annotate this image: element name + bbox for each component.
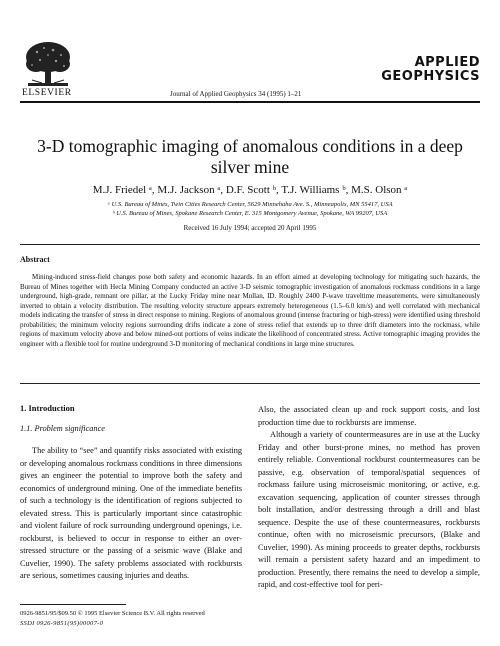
title-rule bbox=[20, 244, 480, 245]
author-list: M.J. Friedel ᵃ, M.J. Jackson ᵃ, D.F. Scott ᵇ, T.J. Williams ᵇ, M.S. Olson ᵃ bbox=[92, 184, 408, 196]
copyright-line: 0926-9851/95/$09.50 © 1995 Elsevier Science B.V. All rights reserved bbox=[20, 610, 205, 617]
abstract-rule bbox=[20, 383, 480, 384]
elsevier-tree-logo bbox=[22, 40, 74, 90]
footer-rule bbox=[20, 604, 126, 605]
header-rule bbox=[20, 101, 480, 103]
journal-title-line-2: GEOPHYSICS bbox=[381, 69, 480, 84]
journal-title bbox=[381, 56, 480, 84]
body-paragraph: The ability to “see” and quantify risks associated with existing or developing anomalous rockmass conditions in three dimensions gives an engineer the potential to improve both the safety and economics of underground mining. One of the immediate benefits of such a technology is the identification of regions subjected to elevated stress. This is particularly important since catastrophic and violent failure of rock surrounding underground openings, i.e. rockburst, is believed to occur in response to either an over-stressed structure or the passing of a seismic wave (Blake and Cuvelier, 1990). The safety problems associated with rockbursts are serious, sometimes causing injuries and deaths. bbox=[20, 446, 242, 580]
subsection-heading: 1.1. Problem significance bbox=[20, 423, 105, 433]
left-column bbox=[20, 402, 242, 583]
body-paragraph: Although a variety of countermeasures are in use at the Lucky Friday and other burst-prone mines, no method has proven entirely reliable. Conventional rockburst countermeasures can be passive, e.g. observation of temporal/spatial sequences of rockmass failure using microseismic monitoring, or active, e.g. excavation sequencing, application of counter stresses through bolt installation, and/or destressing through a drill and blast sequence. Despite the use of these countermeasures, rockbursts continue, often with no microseismic precursors, (Blake and Cuvelier, 1990). As mining proceeds to greater depths, rockbursts will remain a persistent safety hazard and an impediment to production. Presently, there remains the need to develop a simple, rapid, and cost-effective tool for peri- bbox=[258, 430, 480, 589]
received-dates: Received 16 July 1994; accepted 20 April 1995 bbox=[183, 224, 317, 232]
journal-title-line-1: APPLIED bbox=[414, 55, 480, 70]
abstract-text: Mining-induced stress-field changes pose both safety and economic hazards. In an effort aimed at developing technology for mitigating such hazards, the Bureau of Mines together with Hecla Mining Company conducted an active 3-D seismic tomographic investigation of anomalous rockmass conditions in a large underground, high-grade, remnant ore pillar, at the Lucky Friday mine near Mullan, ID. Roughly 2400 P-wave traveltime measurements, were simultaneously inverted to obtain a velocity distribution. The resulting velocity structure appears extremely heterogeneous (1.5–6.0 km/s) and well correlated with mechanical models indicating the transfer of stress in direct response to mining. Regions of anomalous ground (intense fracturing or high-stress) were identified using threshold probabilities; the minimum velocity regions surrounding drifts indicate a zone of stress relief that extends up to three drift diameters into the rockmass, while regions of maximum velocity above and below mined-out portions of veins indicate the likelihood of concentrated stress. Active tomographic imaging provides the engineer with a flexible tool for routine underground 3-D monitoring of mechanical conditions in large mine structures. bbox=[20, 273, 480, 348]
affiliation-b: ᵇ U.S. Bureau of Mines, Spokane Research Center, E. 315 Montgomery Avenue, Spokane, WA 99207, USA bbox=[112, 210, 388, 217]
article-title: 3-D tomographic imaging of anomalous conditions in a deep silver mine bbox=[37, 136, 463, 177]
body-paragraph: Also, the associated clean up and rock support costs, and lost production time due to rockbursts are immense. bbox=[258, 405, 480, 427]
right-column bbox=[258, 404, 480, 592]
abstract-heading: Abstract bbox=[20, 255, 50, 264]
publisher-name: ELSEVIER bbox=[22, 88, 72, 98]
journal-citation: Journal of Applied Geophysics 34 (1995) 1–21 bbox=[170, 90, 302, 98]
section-heading: 1. Introduction bbox=[20, 403, 75, 413]
affiliation-a: ᵃ U.S. Bureau of Mines, Twin Cities Research Center, 5629 Minnehaha Ave. S., Minneapolis, MN 55417, USA bbox=[107, 201, 393, 208]
ssdi-line: SSDI 0926-9851(95)00007-0 bbox=[20, 620, 104, 627]
